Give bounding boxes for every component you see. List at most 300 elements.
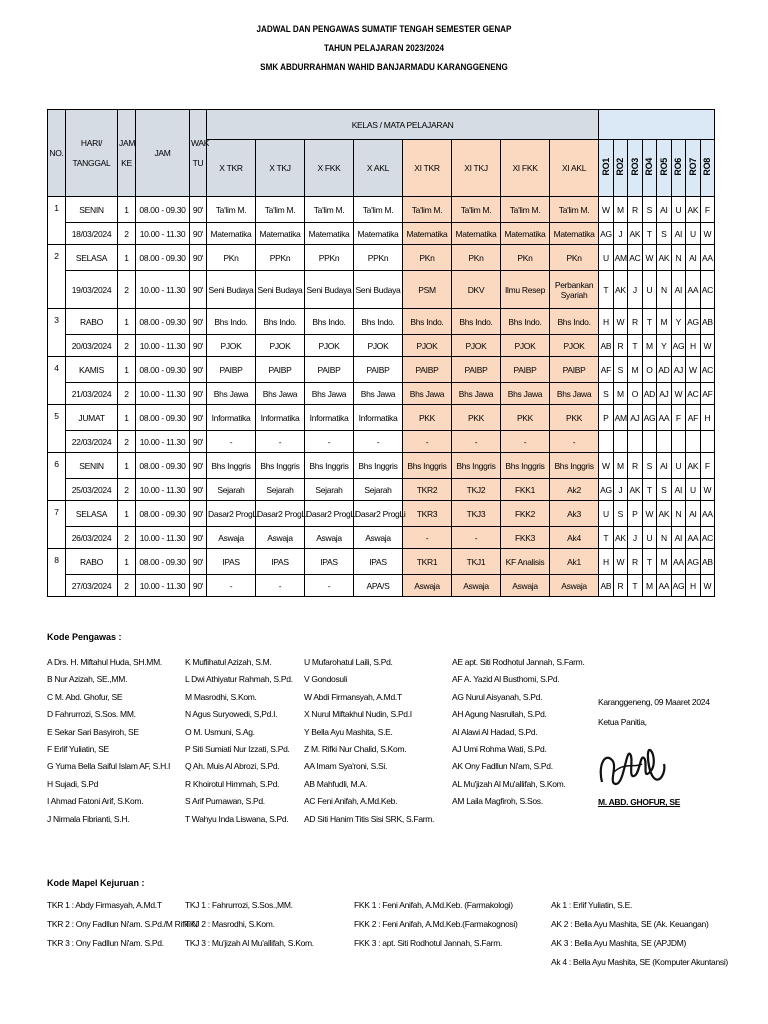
room-supervisor-cell: T [642, 309, 657, 335]
session-number: 2 [118, 479, 136, 501]
session-time: 08.00 - 09.30 [136, 453, 190, 479]
session-duration: 90' [190, 383, 207, 405]
room-supervisor-cell: P [628, 501, 643, 527]
day-name: KAMIS [66, 357, 118, 383]
room-supervisor-cell: J [613, 479, 628, 501]
day-date: 22/03/2024 [66, 431, 118, 453]
subject-cell: - [403, 431, 452, 453]
session-time: 08.00 - 09.30 [136, 501, 190, 527]
pengawas-column-4 [452, 654, 585, 811]
kejuruan-column-2 [185, 896, 314, 953]
room-supervisor-cell: AF [599, 357, 614, 383]
room-supervisor-cell: AA [671, 549, 686, 575]
subject-cell: Bhs Jawa [403, 383, 452, 405]
subject-cell: Ak3 [550, 501, 599, 527]
subject-cell: PJOK [256, 335, 305, 357]
subject-cell: KF Analisis [501, 549, 550, 575]
room-supervisor-cell: U [642, 271, 657, 309]
subject-cell: Bhs Inggris [207, 453, 256, 479]
subject-cell: Seni Budaya [354, 271, 403, 309]
subject-cell: Bhs Inggris [256, 453, 305, 479]
room-supervisor-cell: S [613, 501, 628, 527]
room-supervisor-cell: W [642, 245, 657, 271]
room-header [657, 140, 672, 197]
kejuruan-entry: TKR 1 : Abdy Firmasyah, A.Md.T [47, 900, 162, 910]
subject-cell: PJOK [501, 335, 550, 357]
room-supervisor-cell: AC [700, 357, 715, 383]
room-header-label: RO4 [644, 158, 655, 176]
session-time: 10.00 - 11.30 [136, 383, 190, 405]
subject-cell: - [207, 575, 256, 597]
session-duration: 90' [190, 549, 207, 575]
handwritten-signature [594, 732, 684, 802]
kejuruan-entry: FKK 1 : Feni Anifah, A.Md.Keb. (Farmakologi) [354, 900, 513, 910]
subject-cell: Ta'lim M. [550, 197, 599, 223]
pengawas-entry: E Sekar Sari Basyiroh, SE [47, 726, 139, 737]
room-supervisor-cell: W [599, 197, 614, 223]
subject-cell: Ta'lim M. [452, 197, 501, 223]
room-supervisor-cell: AB [599, 575, 614, 597]
room-supervisor-cell: AI [686, 245, 701, 271]
room-supervisor-cell: T [599, 527, 614, 549]
room-supervisor-cell: W [700, 575, 715, 597]
title-line-2: TAHUN PELAJARAN 2023/2024 [323, 43, 445, 53]
pengawas-entry: D Fahrurrozi, S.Sos. MM. [47, 709, 136, 720]
room-supervisor-cell: U [686, 479, 701, 501]
day-name: SELASA [66, 501, 118, 527]
room-supervisor-cell: W [686, 357, 701, 383]
document-title-block [0, 20, 768, 77]
session-number: 2 [118, 335, 136, 357]
kejuruan-column-4 [551, 896, 728, 972]
subject-cell: PAIBP [501, 357, 550, 383]
subject-cell: PJOK [452, 335, 501, 357]
subject-cell: Ilmu Resep [501, 271, 550, 309]
session-time: 08.00 - 09.30 [136, 405, 190, 431]
subject-cell: Ta'lim M. [305, 197, 354, 223]
room-supervisor-cell: U [671, 197, 686, 223]
room-supervisor-cell [599, 431, 614, 453]
session-duration: 90' [190, 405, 207, 431]
session-duration: 90' [190, 575, 207, 597]
room-supervisor-cell: R [628, 549, 643, 575]
room-supervisor-cell: AA [686, 271, 701, 309]
subject-cell: Bhs Indo. [305, 309, 354, 335]
subject-cell: Matematika [305, 223, 354, 245]
room-supervisor-cell: U [642, 527, 657, 549]
room-supervisor-cell: F [700, 197, 715, 223]
subject-cell: FKK2 [501, 501, 550, 527]
room-supervisor-cell: W [642, 501, 657, 527]
subject-cell: - [452, 527, 501, 549]
session-number: 1 [118, 357, 136, 383]
pengawas-entry: K Muflihatul Azizah, S.M. [185, 657, 272, 667]
pengawas-entry: AD Siti Hanim Titis Sisi SRK, S.Farm. [304, 813, 435, 824]
room-supervisor-cell: S [657, 223, 672, 245]
session-number: 2 [118, 271, 136, 309]
kejuruan-entry: TKJ 2 : Masrodhi, S.Kom. [185, 919, 275, 929]
kejuruan-column-3 [354, 896, 518, 953]
day-name: SELASA [66, 245, 118, 271]
room-supervisor-cell: M [628, 357, 643, 383]
subject-cell: Matematika [207, 223, 256, 245]
pengawas-entry: J Nirmala Fibrianti, S.H. [47, 813, 130, 824]
table-row [48, 501, 715, 527]
room-supervisor-cell: AM [613, 405, 628, 431]
day-date: 25/03/2024 [66, 479, 118, 501]
room-supervisor-cell: T [642, 549, 657, 575]
header-tanggal-label: TANGGAL [72, 158, 111, 168]
subject-cell: Bhs Jawa [452, 383, 501, 405]
session-time: 10.00 - 11.30 [136, 479, 190, 501]
pengawas-entry: AH Agung Nasrullah, S.Pd. [452, 709, 547, 720]
subject-cell: Bhs Inggris [354, 453, 403, 479]
pengawas-column-2 [185, 654, 293, 828]
room-supervisor-cell: S [599, 383, 614, 405]
subject-cell: Bhs Inggris [501, 453, 550, 479]
subject-cell: Ta'lim M. [403, 197, 452, 223]
subject-cell: Bhs Indo. [207, 309, 256, 335]
room-header-label: RO6 [673, 158, 684, 176]
subject-cell: PAIBP [256, 357, 305, 383]
pengawas-entry: AG Nurul Aisyanah, S.Pd. [452, 691, 543, 702]
room-supervisor-cell: H [686, 335, 701, 357]
room-supervisor-cell: AA [686, 527, 701, 549]
subject-cell: PJOK [207, 335, 256, 357]
subject-cell: FKK1 [501, 479, 550, 501]
class-header: XI AKL [550, 140, 599, 197]
day-name: RABO [66, 549, 118, 575]
schedule-table [47, 109, 715, 597]
subject-cell: PKK [452, 405, 501, 431]
subject-cell: PKK [501, 405, 550, 431]
subject-cell: Bhs Indo. [452, 309, 501, 335]
kejuruan-column-1 [47, 896, 198, 953]
pengawas-entry: AA Imam Sya'roni, S.Si. [304, 761, 388, 772]
day-date: 27/03/2024 [66, 575, 118, 597]
kejuruan-entry: TKR 2 : Ony Fadllun Ni'am. S.Pd./M Rifki N [47, 919, 198, 929]
session-duration: 90' [190, 479, 207, 501]
subject-cell: Bhs Indo. [354, 309, 403, 335]
room-supervisor-cell: AJ [671, 357, 686, 383]
room-supervisor-cell: AG [686, 309, 701, 335]
room-supervisor-cell: AK [686, 453, 701, 479]
room-supervisor-cell: AG [671, 335, 686, 357]
pengawas-entry: B Nur Azizah, SE.,MM. [47, 674, 128, 685]
subject-cell: Aswaja [501, 575, 550, 597]
session-duration: 90' [190, 197, 207, 223]
room-supervisor-cell: J [628, 527, 643, 549]
room-supervisor-cell [628, 431, 643, 453]
day-date: 20/03/2024 [66, 335, 118, 357]
subject-cell: Sejarah [354, 479, 403, 501]
room-supervisor-cell: P [599, 405, 614, 431]
subject-cell: Matematika [403, 223, 452, 245]
table-row [48, 479, 715, 501]
class-header: X AKL [354, 140, 403, 197]
table-row [48, 575, 715, 597]
room-supervisor-cell: AK [613, 527, 628, 549]
subject-cell: Bhs Jawa [501, 383, 550, 405]
pengawas-entry: G Yuma Bella Saiful Islam AF, S.H.I [47, 761, 171, 772]
subject-cell: Dasar2 ProgLi [256, 501, 305, 527]
room-supervisor-cell: AJ [628, 405, 643, 431]
room-supervisor-cell: AF [700, 383, 715, 405]
pengawas-entry: AL Mu'jizah Al Mu'allifah, S.Kom. [452, 778, 566, 789]
pengawas-entry: AI Alawi Al Hadad, S.Pd. [452, 726, 538, 737]
subject-cell: DKV [452, 271, 501, 309]
subject-cell: Ta'lim M. [207, 197, 256, 223]
subject-cell: Aswaja [256, 527, 305, 549]
subject-cell: TKJ1 [452, 549, 501, 575]
subject-cell: Bhs Jawa [550, 383, 599, 405]
subject-cell: Informatika [354, 405, 403, 431]
subject-cell: TKJ2 [452, 479, 501, 501]
room-supervisor-cell: H [599, 549, 614, 575]
room-supervisor-cell: AF [686, 405, 701, 431]
room-supervisor-cell: R [628, 309, 643, 335]
session-time: 10.00 - 11.30 [136, 527, 190, 549]
room-supervisor-cell: AB [700, 309, 715, 335]
subject-cell: Bhs Jawa [354, 383, 403, 405]
kejuruan-entry: Ak 1 : Erlif Yuliatin, S.E. [551, 900, 633, 910]
room-supervisor-cell: AB [599, 335, 614, 357]
room-supervisor-cell: W [613, 309, 628, 335]
room-header [599, 140, 614, 197]
room-supervisor-cell: AD [642, 383, 657, 405]
kejuruan-entry: TKR 3 : Ony Fadllun Ni'am. S.Pd. [47, 938, 164, 948]
session-number: 1 [118, 197, 136, 223]
room-supervisor-cell: AG [599, 479, 614, 501]
room-supervisor-cell: N [671, 245, 686, 271]
table-row [48, 309, 715, 335]
subject-cell: - [354, 431, 403, 453]
room-supervisor-cell: J [628, 271, 643, 309]
subject-cell: Bhs Inggris [550, 453, 599, 479]
session-duration: 90' [190, 223, 207, 245]
subject-cell: Ta'lim M. [256, 197, 305, 223]
room-supervisor-cell: R [613, 575, 628, 597]
room-supervisor-cell: AK [628, 479, 643, 501]
room-supervisor-cell: M [657, 549, 672, 575]
session-duration: 90' [190, 357, 207, 383]
room-supervisor-cell: S [642, 197, 657, 223]
class-header: X FKK [305, 140, 354, 197]
room-supervisor-cell: W [700, 335, 715, 357]
room-supervisor-cell: T [599, 271, 614, 309]
title-line-1: JADWAL DAN PENGAWAS SUMATIF TENGAH SEMESTER GENAP [256, 24, 512, 34]
table-row [48, 431, 715, 453]
room-supervisor-cell: M [613, 453, 628, 479]
day-name: JUMAT [66, 405, 118, 431]
subject-cell: - [305, 431, 354, 453]
room-supervisor-cell: S [657, 479, 672, 501]
room-supervisor-cell [671, 431, 686, 453]
pengawas-entry: Q Ah. Muis Al Abrozi, S.Pd. [185, 761, 280, 772]
room-supervisor-cell: S [642, 453, 657, 479]
session-time: 08.00 - 09.30 [136, 245, 190, 271]
session-time: 10.00 - 11.30 [136, 335, 190, 357]
subject-cell: PPKn [256, 245, 305, 271]
room-supervisor-cell: N [657, 527, 672, 549]
pengawas-entry: I Ahmad Fatoni Arif, S.Kom. [47, 796, 144, 807]
table-row [48, 357, 715, 383]
room-header-label: RO2 [615, 158, 626, 176]
room-header [671, 140, 686, 197]
subject-cell: TKR3 [403, 501, 452, 527]
day-name: SENIN [66, 453, 118, 479]
subject-cell: Bhs Indo. [550, 309, 599, 335]
pengawas-entry: R Khoirotul Himmah, S.Pd. [185, 778, 280, 789]
day-number: 7 [48, 501, 66, 549]
subject-cell: PJOK [550, 335, 599, 357]
room-supervisor-cell [613, 431, 628, 453]
subject-cell: - [501, 431, 550, 453]
room-supervisor-cell: AC [700, 527, 715, 549]
day-number: 2 [48, 245, 66, 309]
subject-cell: Matematika [452, 223, 501, 245]
subject-cell: PAIBP [452, 357, 501, 383]
room-supervisor-cell: Y [657, 335, 672, 357]
class-header: XI FKK [501, 140, 550, 197]
subject-cell: Bhs Indo. [403, 309, 452, 335]
room-supervisor-cell: W [700, 223, 715, 245]
header-hari-label: HARI/ [80, 138, 103, 148]
pengawas-entry: S Arif Purnawan, S.Pd. [185, 796, 265, 807]
table-row [48, 197, 715, 223]
session-number: 1 [118, 501, 136, 527]
pengawas-entry: Z M. Rifki Nur Chalid, S.Kom. [304, 744, 407, 755]
pengawas-entry: AB Mahfudli, M.A. [304, 778, 367, 789]
subject-cell: Ak4 [550, 527, 599, 549]
subject-cell: TKJ3 [452, 501, 501, 527]
pengawas-column-1 [47, 654, 170, 828]
kejuruan-entry: AK 3 : Bella Ayu Mashita, SE (APJDM) [551, 938, 687, 948]
room-header-label: RO3 [629, 158, 640, 176]
session-duration: 90' [190, 501, 207, 527]
subject-cell: - [550, 431, 599, 453]
subject-cell: IPAS [207, 549, 256, 575]
day-number: 1 [48, 197, 66, 245]
header-waktu [190, 110, 210, 197]
pengawas-entry: L Dwi Athiyatur Rahmah, S.Pd. [185, 674, 293, 685]
room-supervisor-cell: AK [628, 223, 643, 245]
table-row [48, 335, 715, 357]
subject-cell: Bhs Inggris [452, 453, 501, 479]
session-duration: 90' [190, 335, 207, 357]
pengawas-entry: AE apt. Siti Rodhotul Jannah, S.Farm. [452, 657, 585, 667]
room-supervisor-cell: AI [671, 223, 686, 245]
subject-cell: Informatika [207, 405, 256, 431]
room-supervisor-cell: U [599, 245, 614, 271]
room-supervisor-cell: F [671, 405, 686, 431]
subject-cell: Seni Budaya [207, 271, 256, 309]
pengawas-entry: P Siti Sumiati Nur Izzati, S.Pd. [185, 744, 290, 755]
room-supervisor-cell: AG [686, 549, 701, 575]
day-number: 4 [48, 357, 66, 405]
subject-cell: PKn [403, 245, 452, 271]
room-supervisor-cell: T [642, 223, 657, 245]
room-supervisor-cell: M [642, 575, 657, 597]
room-supervisor-cell: AI [686, 501, 701, 527]
subject-cell: Sejarah [207, 479, 256, 501]
table-row [48, 245, 715, 271]
subject-cell: Informatika [305, 405, 354, 431]
pengawas-entry: V Gondosuli [304, 674, 348, 685]
pengawas-entry: H Sujadi, S.Pd [47, 778, 99, 789]
kejuruan-entry: TKJ 1 : Fahrurrozi, S.Sos.,MM. [185, 900, 293, 910]
room-supervisor-cell: T [628, 575, 643, 597]
day-number: 5 [48, 405, 66, 453]
subject-cell: Aswaja [354, 527, 403, 549]
pengawas-entry: U Mufarohatul Laili, S.Pd. [304, 657, 393, 667]
day-date: 19/03/2024 [66, 271, 118, 309]
kejuruan-entry: Ak 4 : Bella Ayu Mashita, SE (Komputer Akuntansi) [551, 957, 728, 967]
subject-cell: Bhs Indo. [256, 309, 305, 335]
room-supervisor-cell: AC [686, 383, 701, 405]
kejuruan-entry: TKJ 3 : Mu'jizah Al Mu'allifah, S.Kom. [185, 938, 314, 948]
session-number: 2 [118, 575, 136, 597]
subject-cell: PKK [403, 405, 452, 431]
pengawas-column-3 [304, 654, 434, 828]
pengawas-title: Kode Pengawas : [47, 632, 122, 642]
signature-role: Ketua Panitia, [598, 717, 647, 727]
subject-cell: Aswaja [207, 527, 256, 549]
room-supervisor-cell: T [642, 479, 657, 501]
day-name: SENIN [66, 197, 118, 223]
subject-cell: Perbankan Syariah [550, 271, 599, 309]
subject-cell: Bhs Jawa [256, 383, 305, 405]
day-name: RABO [66, 309, 118, 335]
room-supervisor-cell: H [700, 405, 715, 431]
day-number: 3 [48, 309, 66, 357]
subject-cell: PAIBP [354, 357, 403, 383]
room-supervisor-cell: Y [671, 309, 686, 335]
room-supervisor-cell: W [700, 479, 715, 501]
room-supervisor-cell: H [599, 309, 614, 335]
day-number: 6 [48, 453, 66, 501]
session-duration: 90' [190, 271, 207, 309]
room-supervisor-cell: R [628, 453, 643, 479]
pengawas-entry: AJ Umi Rohma Wati, S.Pd. [452, 744, 547, 755]
pengawas-entry: AF A. Yazid Al Busthomi, S.Pd. [452, 674, 560, 685]
pengawas-entry: F Erlif Yuliatin, SE [47, 744, 109, 755]
table-row [48, 527, 715, 549]
header-kelas: KELAS / MATA PELAJARAN [207, 110, 599, 140]
pengawas-entry: W Abdi Firmansyah, A.Md.T [304, 691, 402, 702]
session-number: 2 [118, 527, 136, 549]
table-row [48, 405, 715, 431]
subject-cell: IPAS [305, 549, 354, 575]
header-jam-ke-line2: KE [121, 158, 132, 168]
room-supervisor-cell: AC [628, 245, 643, 271]
header-waktu-line1: WAK [191, 138, 210, 148]
subject-cell: Seni Budaya [256, 271, 305, 309]
header-rooms-blank [599, 110, 715, 140]
room-header-label: RO5 [658, 158, 669, 176]
session-duration: 90' [190, 309, 207, 335]
subject-cell: TKR1 [403, 549, 452, 575]
room-supervisor-cell: AI [657, 197, 672, 223]
subject-cell: PAIBP [550, 357, 599, 383]
subject-cell: Informatika [256, 405, 305, 431]
subject-cell: TKR2 [403, 479, 452, 501]
room-header [628, 140, 643, 197]
subject-cell: Bhs Inggris [305, 453, 354, 479]
room-supervisor-cell: AA [657, 575, 672, 597]
subject-cell: Sejarah [256, 479, 305, 501]
session-time: 08.00 - 09.30 [136, 197, 190, 223]
